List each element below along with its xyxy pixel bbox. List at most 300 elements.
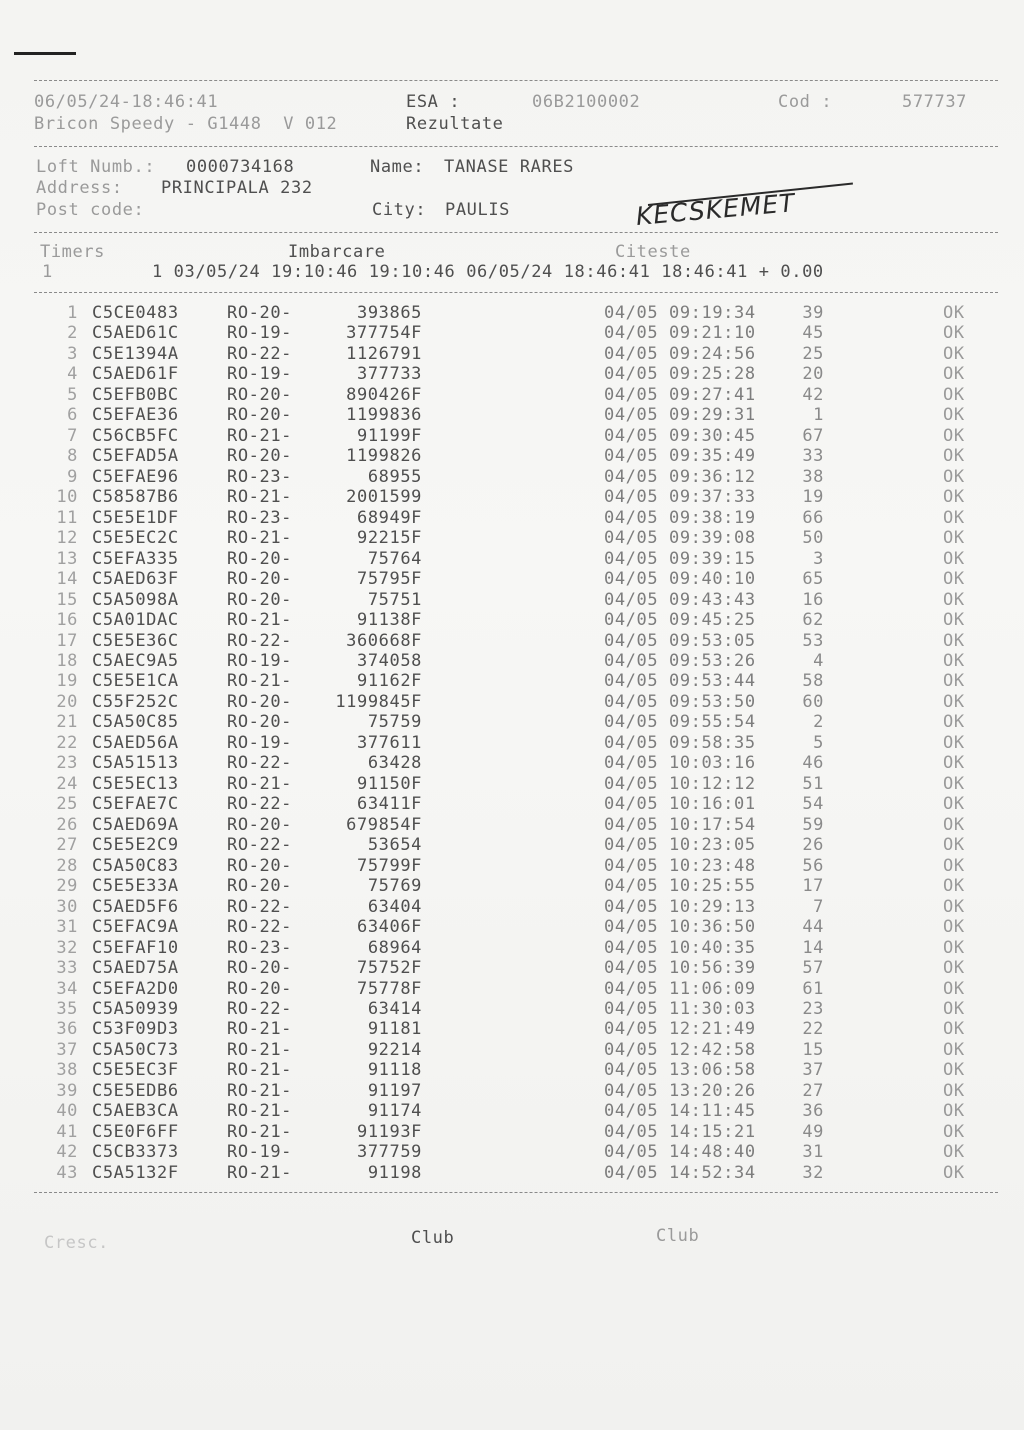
ring-code: C5E5E33A bbox=[92, 876, 179, 897]
status: OK bbox=[943, 896, 965, 917]
result-row bbox=[0, 446, 1024, 467]
ring-code: C5AED5F6 bbox=[92, 896, 179, 917]
row-index: 23 bbox=[56, 753, 78, 774]
row-index: 42 bbox=[56, 1142, 78, 1163]
row-index: 40 bbox=[56, 1101, 78, 1122]
print-datetime: 06/05/24-18:46:41 bbox=[34, 92, 219, 112]
arrival-time: 04/05 09:53:26 bbox=[604, 650, 756, 671]
report-title: Rezultate bbox=[406, 114, 504, 134]
arrival-time: 04/05 09:30:45 bbox=[604, 425, 756, 446]
ring-code: C5AED61C bbox=[92, 323, 179, 344]
position: 67 bbox=[802, 425, 824, 446]
status: OK bbox=[943, 814, 965, 835]
ring-prefix: RO-21- bbox=[227, 487, 293, 508]
ring-number: 890426F bbox=[346, 384, 422, 405]
ring-number: 377754F bbox=[346, 323, 422, 344]
ring-number: 1199836 bbox=[346, 405, 422, 426]
ring-code: C5A51513 bbox=[92, 753, 179, 774]
position: 23 bbox=[802, 998, 824, 1019]
status: OK bbox=[943, 384, 965, 405]
arrival-time: 04/05 09:39:08 bbox=[604, 528, 756, 549]
ring-number: 91162F bbox=[356, 671, 422, 692]
ring-code: C5E1394A bbox=[92, 343, 179, 364]
ring-prefix: RO-22- bbox=[227, 998, 293, 1019]
arrival-time: 04/05 09:58:35 bbox=[604, 732, 756, 753]
arrival-time: 04/05 10:40:35 bbox=[604, 937, 756, 958]
ring-code: C5E5E1CA bbox=[92, 671, 179, 692]
position: 60 bbox=[802, 691, 824, 712]
result-row bbox=[0, 610, 1024, 631]
ring-number: 91199F bbox=[356, 425, 422, 446]
ring-prefix: RO-21- bbox=[227, 1080, 293, 1101]
ring-code: C5A50C85 bbox=[92, 712, 179, 733]
result-row bbox=[0, 897, 1024, 918]
result-row bbox=[0, 528, 1024, 549]
ring-number: 75751 bbox=[367, 589, 422, 610]
position: 7 bbox=[813, 896, 824, 917]
status: OK bbox=[943, 507, 965, 528]
row-index: 2 bbox=[67, 323, 78, 344]
ring-prefix: RO-21- bbox=[227, 773, 293, 794]
ring-prefix: RO-19- bbox=[227, 323, 293, 344]
loft-value: 0000734168 bbox=[186, 157, 295, 177]
arrival-time: 04/05 14:52:34 bbox=[604, 1162, 756, 1183]
ring-prefix: RO-22- bbox=[227, 835, 293, 856]
ring-code: C5EFAC9A bbox=[92, 917, 179, 938]
ring-code: C5A01DAC bbox=[92, 610, 179, 631]
result-row bbox=[0, 712, 1024, 733]
row-index: 9 bbox=[67, 466, 78, 487]
row-index: 24 bbox=[56, 773, 78, 794]
row-index: 8 bbox=[67, 446, 78, 467]
row-index: 12 bbox=[56, 528, 78, 549]
row-index: 11 bbox=[56, 507, 78, 528]
status: OK bbox=[943, 835, 965, 856]
name-label: Name: bbox=[370, 157, 425, 177]
row-index: 29 bbox=[56, 876, 78, 897]
status: OK bbox=[943, 773, 965, 794]
status: OK bbox=[943, 958, 965, 979]
ring-number: 91181 bbox=[367, 1019, 422, 1040]
ring-prefix: RO-21- bbox=[227, 1101, 293, 1122]
loft-label: Loft Numb.: bbox=[36, 157, 156, 177]
result-row bbox=[0, 1019, 1024, 1040]
ring-prefix: RO-20- bbox=[227, 855, 293, 876]
status: OK bbox=[943, 794, 965, 815]
ring-number: 75778F bbox=[356, 978, 422, 999]
status: OK bbox=[943, 1142, 965, 1163]
status: OK bbox=[943, 610, 965, 631]
position: 32 bbox=[802, 1162, 824, 1183]
ring-code: C5EFAE7C bbox=[92, 794, 179, 815]
row-index: 7 bbox=[67, 425, 78, 446]
esa-label: ESA : bbox=[406, 92, 461, 112]
ring-code: C5EFAE36 bbox=[92, 405, 179, 426]
ring-code: C5AEC9A5 bbox=[92, 650, 179, 671]
ring-prefix: RO-21- bbox=[227, 528, 293, 549]
status: OK bbox=[943, 589, 965, 610]
ring-prefix: RO-20- bbox=[227, 548, 293, 569]
result-row bbox=[0, 364, 1024, 385]
divider bbox=[34, 80, 998, 81]
timers-label: Timers bbox=[40, 242, 106, 262]
row-index: 28 bbox=[56, 855, 78, 876]
status: OK bbox=[943, 1060, 965, 1081]
arrival-time: 04/05 10:16:01 bbox=[604, 794, 756, 815]
ring-number: 75799F bbox=[356, 855, 422, 876]
position: 2 bbox=[813, 712, 824, 733]
result-row bbox=[0, 426, 1024, 447]
ring-code: C5A50C83 bbox=[92, 855, 179, 876]
ring-number: 63406F bbox=[356, 917, 422, 938]
arrival-time: 04/05 10:17:54 bbox=[604, 814, 756, 835]
ring-prefix: RO-22- bbox=[227, 753, 293, 774]
ring-number: 91193F bbox=[356, 1121, 422, 1142]
result-row bbox=[0, 815, 1024, 836]
position: 38 bbox=[802, 466, 824, 487]
result-row bbox=[0, 733, 1024, 754]
arrival-time: 04/05 13:06:58 bbox=[604, 1060, 756, 1081]
ring-prefix: RO-20- bbox=[227, 958, 293, 979]
ring-number: 91138F bbox=[356, 610, 422, 631]
ring-code: C5E0F6FF bbox=[92, 1121, 179, 1142]
position: 62 bbox=[802, 610, 824, 631]
ring-code: C5EFAF10 bbox=[92, 937, 179, 958]
arrival-time: 04/05 09:43:43 bbox=[604, 589, 756, 610]
ring-prefix: RO-21- bbox=[227, 425, 293, 446]
ring-number: 1199826 bbox=[346, 446, 422, 467]
address-label: Address: bbox=[36, 178, 123, 198]
ring-number: 75769 bbox=[367, 876, 422, 897]
row-index: 30 bbox=[56, 896, 78, 917]
status: OK bbox=[943, 487, 965, 508]
result-row bbox=[0, 1040, 1024, 1061]
position: 49 bbox=[802, 1121, 824, 1142]
ring-code: C5EFA335 bbox=[92, 548, 179, 569]
ring-number: 679854F bbox=[346, 814, 422, 835]
city-label: City: bbox=[372, 200, 427, 220]
ring-number: 393865 bbox=[356, 303, 422, 323]
ring-prefix: RO-23- bbox=[227, 937, 293, 958]
pen-mark bbox=[14, 52, 76, 55]
arrival-time: 04/05 10:23:48 bbox=[604, 855, 756, 876]
result-row bbox=[0, 590, 1024, 611]
result-row bbox=[0, 385, 1024, 406]
result-row bbox=[0, 549, 1024, 570]
name-value: TANASE RARES bbox=[444, 157, 575, 177]
ring-prefix: RO-19- bbox=[227, 364, 293, 385]
status: OK bbox=[943, 343, 965, 364]
ring-prefix: RO-20- bbox=[227, 569, 293, 590]
status: OK bbox=[943, 364, 965, 385]
row-index: 22 bbox=[56, 732, 78, 753]
result-row bbox=[0, 323, 1024, 344]
handwritten-note: KECSKEMET bbox=[634, 188, 797, 231]
position: 57 bbox=[802, 958, 824, 979]
divider bbox=[34, 146, 998, 147]
esa-value: 06B2100002 bbox=[532, 92, 641, 112]
ring-code: C5CB3373 bbox=[92, 1142, 179, 1163]
result-row bbox=[0, 1163, 1024, 1184]
result-row bbox=[0, 999, 1024, 1020]
ring-code: C5AED63F bbox=[92, 569, 179, 590]
row-index: 6 bbox=[67, 405, 78, 426]
ring-prefix: RO-20- bbox=[227, 876, 293, 897]
status: OK bbox=[943, 917, 965, 938]
row-index: 20 bbox=[56, 691, 78, 712]
position: 61 bbox=[802, 978, 824, 999]
ring-prefix: RO-22- bbox=[227, 630, 293, 651]
ring-prefix: RO-20- bbox=[227, 814, 293, 835]
position: 19 bbox=[802, 487, 824, 508]
position: 59 bbox=[802, 814, 824, 835]
status: OK bbox=[943, 712, 965, 733]
result-row bbox=[0, 1101, 1024, 1122]
ring-code: C53F09D3 bbox=[92, 1019, 179, 1040]
ring-code: C5CE0483 bbox=[92, 303, 179, 323]
status: OK bbox=[943, 998, 965, 1019]
arrival-time: 04/05 09:24:56 bbox=[604, 343, 756, 364]
position: 37 bbox=[802, 1060, 824, 1081]
row-index: 3 bbox=[67, 343, 78, 364]
ring-code: C56CB5FC bbox=[92, 425, 179, 446]
postcode-label: Post code: bbox=[36, 200, 145, 220]
row-index: 10 bbox=[56, 487, 78, 508]
status: OK bbox=[943, 1162, 965, 1183]
position: 31 bbox=[802, 1142, 824, 1163]
ring-prefix: RO-20- bbox=[227, 691, 293, 712]
arrival-time: 04/05 10:03:16 bbox=[604, 753, 756, 774]
result-row bbox=[0, 774, 1024, 795]
row-index: 21 bbox=[56, 712, 78, 733]
result-row bbox=[0, 569, 1024, 590]
position: 58 bbox=[802, 671, 824, 692]
ring-code: C5A50C73 bbox=[92, 1039, 179, 1060]
ring-prefix: RO-20- bbox=[227, 978, 293, 999]
row-index: 5 bbox=[67, 384, 78, 405]
position: 66 bbox=[802, 507, 824, 528]
arrival-time: 04/05 11:30:03 bbox=[604, 998, 756, 1019]
citeste-label: Citeste bbox=[615, 242, 691, 262]
ring-number: 360668F bbox=[346, 630, 422, 651]
ring-code: C5E5E1DF bbox=[92, 507, 179, 528]
position: 22 bbox=[802, 1019, 824, 1040]
arrival-time: 04/05 10:56:39 bbox=[604, 958, 756, 979]
arrival-time: 04/05 09:29:31 bbox=[604, 405, 756, 426]
arrival-time: 04/05 10:12:12 bbox=[604, 773, 756, 794]
ring-number: 68955 bbox=[367, 466, 422, 487]
ring-number: 75764 bbox=[367, 548, 422, 569]
arrival-time: 04/05 10:29:13 bbox=[604, 896, 756, 917]
position: 39 bbox=[802, 303, 824, 323]
ring-number: 1126791 bbox=[346, 343, 422, 364]
ring-prefix: RO-21- bbox=[227, 1060, 293, 1081]
position: 1 bbox=[813, 405, 824, 426]
ring-code: C5A50939 bbox=[92, 998, 179, 1019]
divider bbox=[34, 1192, 998, 1193]
position: 46 bbox=[802, 753, 824, 774]
arrival-time: 04/05 14:48:40 bbox=[604, 1142, 756, 1163]
ring-number: 91150F bbox=[356, 773, 422, 794]
ring-prefix: RO-22- bbox=[227, 794, 293, 815]
ring-prefix: RO-21- bbox=[227, 1019, 293, 1040]
city-value: PAULIS bbox=[445, 200, 511, 220]
status: OK bbox=[943, 425, 965, 446]
ring-number: 377733 bbox=[356, 364, 422, 385]
position: 54 bbox=[802, 794, 824, 815]
imbarcare-label: Imbarcare bbox=[288, 242, 386, 262]
position: 14 bbox=[802, 937, 824, 958]
cod-label: Cod : bbox=[778, 92, 833, 112]
address-value: PRINCIPALA 232 bbox=[161, 178, 313, 198]
ring-code: C5A5098A bbox=[92, 589, 179, 610]
status: OK bbox=[943, 691, 965, 712]
ring-number: 75795F bbox=[356, 569, 422, 590]
position: 65 bbox=[802, 569, 824, 590]
row-index: 31 bbox=[56, 917, 78, 938]
status: OK bbox=[943, 937, 965, 958]
position: 4 bbox=[813, 650, 824, 671]
ring-prefix: RO-20- bbox=[227, 589, 293, 610]
ring-prefix: RO-23- bbox=[227, 466, 293, 487]
arrival-time: 04/05 09:27:41 bbox=[604, 384, 756, 405]
result-row bbox=[0, 856, 1024, 877]
status: OK bbox=[943, 528, 965, 549]
position: 20 bbox=[802, 364, 824, 385]
cresc-label: Cresc. bbox=[44, 1233, 110, 1253]
arrival-time: 04/05 09:25:28 bbox=[604, 364, 756, 385]
row-index: 34 bbox=[56, 978, 78, 999]
ring-number: 91118 bbox=[367, 1060, 422, 1081]
ring-code: C5E5E2C9 bbox=[92, 835, 179, 856]
result-row bbox=[0, 1142, 1024, 1163]
position: 27 bbox=[802, 1080, 824, 1101]
result-row bbox=[0, 917, 1024, 938]
ring-code: C5E5EDB6 bbox=[92, 1080, 179, 1101]
ring-prefix: RO-19- bbox=[227, 1142, 293, 1163]
position: 53 bbox=[802, 630, 824, 651]
arrival-time: 04/05 09:35:49 bbox=[604, 446, 756, 467]
row-index: 13 bbox=[56, 548, 78, 569]
position: 50 bbox=[802, 528, 824, 549]
ring-number: 91174 bbox=[367, 1101, 422, 1122]
ring-code: C5AED75A bbox=[92, 958, 179, 979]
position: 17 bbox=[802, 876, 824, 897]
ring-number: 68949F bbox=[356, 507, 422, 528]
arrival-time: 04/05 12:42:58 bbox=[604, 1039, 756, 1060]
ring-code: C5EFB0BC bbox=[92, 384, 179, 405]
ring-prefix: RO-20- bbox=[227, 405, 293, 426]
ring-number: 377759 bbox=[356, 1142, 422, 1163]
result-row bbox=[0, 979, 1024, 1000]
status: OK bbox=[943, 1080, 965, 1101]
status: OK bbox=[943, 855, 965, 876]
result-row bbox=[0, 938, 1024, 959]
arrival-time: 04/05 09:53:44 bbox=[604, 671, 756, 692]
arrival-time: 04/05 09:53:50 bbox=[604, 691, 756, 712]
arrival-time: 04/05 09:37:33 bbox=[604, 487, 756, 508]
ring-number: 374058 bbox=[356, 650, 422, 671]
ring-number: 68964 bbox=[367, 937, 422, 958]
position: 42 bbox=[802, 384, 824, 405]
ring-code: C5AED56A bbox=[92, 732, 179, 753]
status: OK bbox=[943, 569, 965, 590]
row-index: 16 bbox=[56, 610, 78, 631]
ring-code: C5EFAE96 bbox=[92, 466, 179, 487]
row-index: 36 bbox=[56, 1019, 78, 1040]
position: 3 bbox=[813, 548, 824, 569]
ring-prefix: RO-19- bbox=[227, 650, 293, 671]
row-index: 26 bbox=[56, 814, 78, 835]
row-index: 18 bbox=[56, 650, 78, 671]
status: OK bbox=[943, 753, 965, 774]
position: 44 bbox=[802, 917, 824, 938]
arrival-time: 04/05 09:21:10 bbox=[604, 323, 756, 344]
ring-number: 2001599 bbox=[346, 487, 422, 508]
status: OK bbox=[943, 876, 965, 897]
arrival-time: 04/05 09:19:34 bbox=[604, 303, 756, 323]
status: OK bbox=[943, 405, 965, 426]
position: 5 bbox=[813, 732, 824, 753]
ring-code: C5E5E36C bbox=[92, 630, 179, 651]
row-index: 38 bbox=[56, 1060, 78, 1081]
result-row bbox=[0, 794, 1024, 815]
result-row bbox=[0, 1060, 1024, 1081]
arrival-time: 04/05 09:55:54 bbox=[604, 712, 756, 733]
arrival-time: 04/05 09:39:15 bbox=[604, 548, 756, 569]
row-index: 25 bbox=[56, 794, 78, 815]
ring-number: 91198 bbox=[367, 1162, 422, 1183]
ring-number: 1199845F bbox=[335, 691, 422, 712]
row-index: 14 bbox=[56, 569, 78, 590]
status: OK bbox=[943, 548, 965, 569]
club-label-2: Club bbox=[656, 1226, 700, 1246]
arrival-time: 04/05 14:15:21 bbox=[604, 1121, 756, 1142]
ring-prefix: RO-23- bbox=[227, 507, 293, 528]
position: 15 bbox=[802, 1039, 824, 1060]
ring-number: 75759 bbox=[367, 712, 422, 733]
ring-number: 92214 bbox=[367, 1039, 422, 1060]
ring-code: C58587B6 bbox=[92, 487, 179, 508]
row-index: 35 bbox=[56, 998, 78, 1019]
divider bbox=[34, 232, 998, 233]
position: 26 bbox=[802, 835, 824, 856]
result-row bbox=[0, 1122, 1024, 1143]
result-row bbox=[0, 631, 1024, 652]
result-row bbox=[0, 508, 1024, 529]
ring-number: 63428 bbox=[367, 753, 422, 774]
ring-prefix: RO-21- bbox=[227, 671, 293, 692]
arrival-time: 04/05 09:53:05 bbox=[604, 630, 756, 651]
result-row bbox=[0, 692, 1024, 713]
club-label-1: Club bbox=[411, 1228, 455, 1248]
ring-code: C55F252C bbox=[92, 691, 179, 712]
result-row bbox=[0, 405, 1024, 426]
ring-prefix: RO-21- bbox=[227, 1121, 293, 1142]
ring-code: C5AED61F bbox=[92, 364, 179, 385]
result-row bbox=[0, 835, 1024, 856]
ring-number: 53654 bbox=[367, 835, 422, 856]
status: OK bbox=[943, 1121, 965, 1142]
ring-code: C5EFAD5A bbox=[92, 446, 179, 467]
ring-code: C5AEB3CA bbox=[92, 1101, 179, 1122]
ring-number: 91197 bbox=[367, 1080, 422, 1101]
ring-prefix: RO-21- bbox=[227, 610, 293, 631]
ring-number: 92215F bbox=[356, 528, 422, 549]
ring-prefix: RO-20- bbox=[227, 446, 293, 467]
result-row bbox=[0, 671, 1024, 692]
row-index: 41 bbox=[56, 1121, 78, 1142]
